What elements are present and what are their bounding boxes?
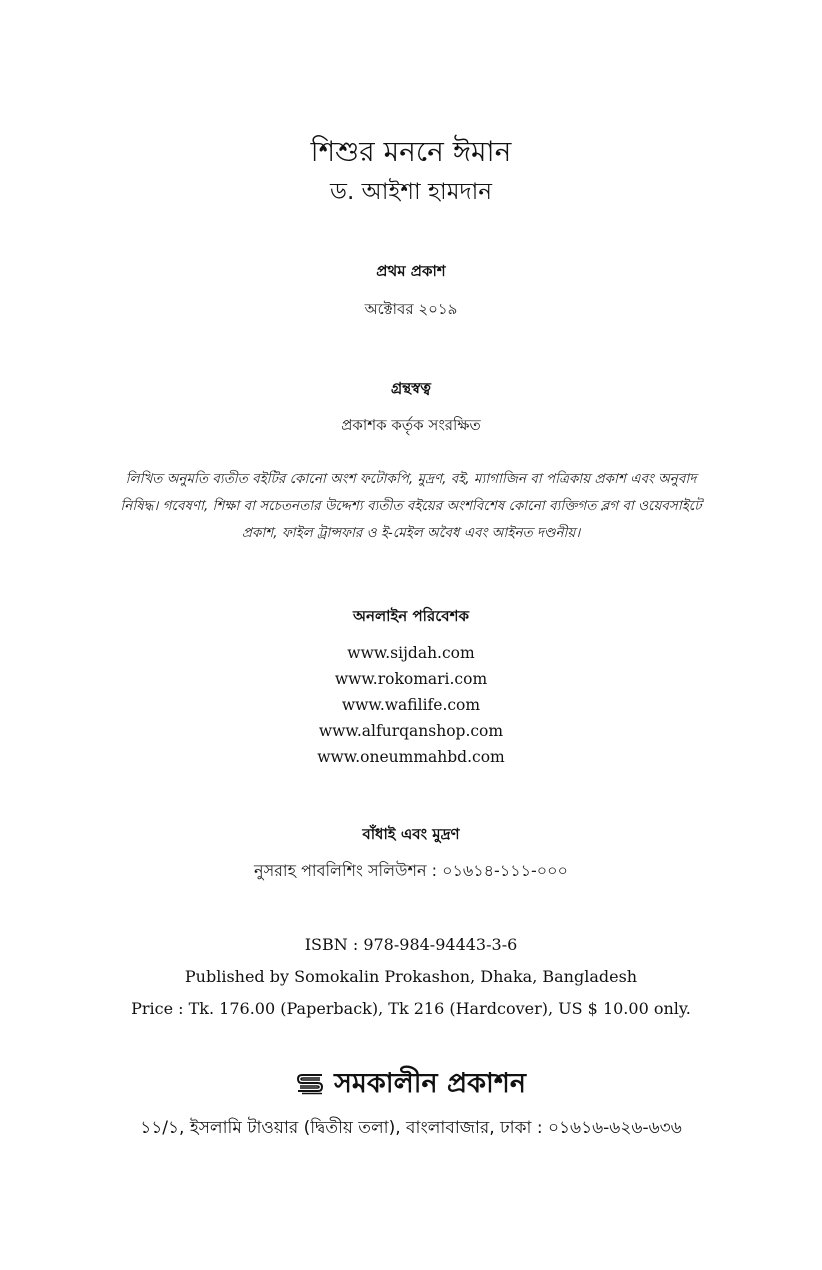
distributor-url: www.wafilife.com [341,696,481,714]
binding-printing-text: নুসরাহ পাবলিশিং সলিউশন : ০১৬১৪-১১১-০০০ [254,861,568,880]
first-edition-heading: প্রথম প্রকাশ [376,262,446,280]
first-edition-date: অক্টোবর ২০১৯ [364,300,458,318]
copyright-text: প্রকাশক কর্তৃক সংরক্ষিত [341,416,481,434]
price: Price : Tk. 176.00 (Paperback), Tk 216 (Hardcover), US $ 10.00 only. [131,999,691,1018]
published-by: Published by Somokalin Prokashon, Dhaka, Bangladesh [184,967,638,986]
isbn: ISBN : 978-984-94443-3-6 [304,935,518,954]
publisher-address: ১১/১, ইসলামি টাওয়ার (দ্বিতীয় তলা), বাংলাবাজার, ঢাকা : ০১৬১৬-৬২৬-৬৩৬ [140,1118,682,1138]
publisher-logo [0,1064,822,1104]
distributor-url: www.rokomari.com [334,670,488,688]
legal-notice-line: লিখিত অনুমতি ব্যতীত বইটির কোনো অংশ ফটোকপি, মুদ্রণ, বই, ম্যাগাজিন বা পত্রিকায় প্রকাশ এবং অনুবাদ [125,471,697,487]
legal-notice [100,466,722,547]
publisher-name: সমকালীন প্রকাশন [334,1068,526,1099]
book-title: শিশুর মননে ঈমান [310,135,512,168]
legal-notice-line: নিষিদ্ধ। গবেষণা, শিক্ষা বা সচেতনতার উদ্দেশ্য ব্যতীত বইয়ের অংশবিশেষ কোনো ব্যক্তিগত ব্লগ বা ওয়েবসাইটে [120,498,702,514]
book-author: ড. আইশা হামদান [330,179,492,205]
distributor-url: www.alfurqanshop.com [318,722,504,740]
distributor-url: www.oneummahbd.com [317,748,505,766]
binding-printing-heading: বাঁধাই এবং মুদ্রণ [362,825,460,843]
legal-notice-line: প্রকাশ, ফাইল ট্রান্সফার ও ই-মেইল অবৈধ এবং আইনত দণ্ডনীয়। [241,525,581,541]
distributor-url-list [0,640,822,770]
distributor-url: www.sijdah.com [347,644,475,662]
online-distributors-heading: অনলাইন পরিবেশক [353,607,469,625]
copyright-heading: গ্রন্থস্বত্ব [391,379,431,397]
book-stack-icon [296,1073,324,1095]
